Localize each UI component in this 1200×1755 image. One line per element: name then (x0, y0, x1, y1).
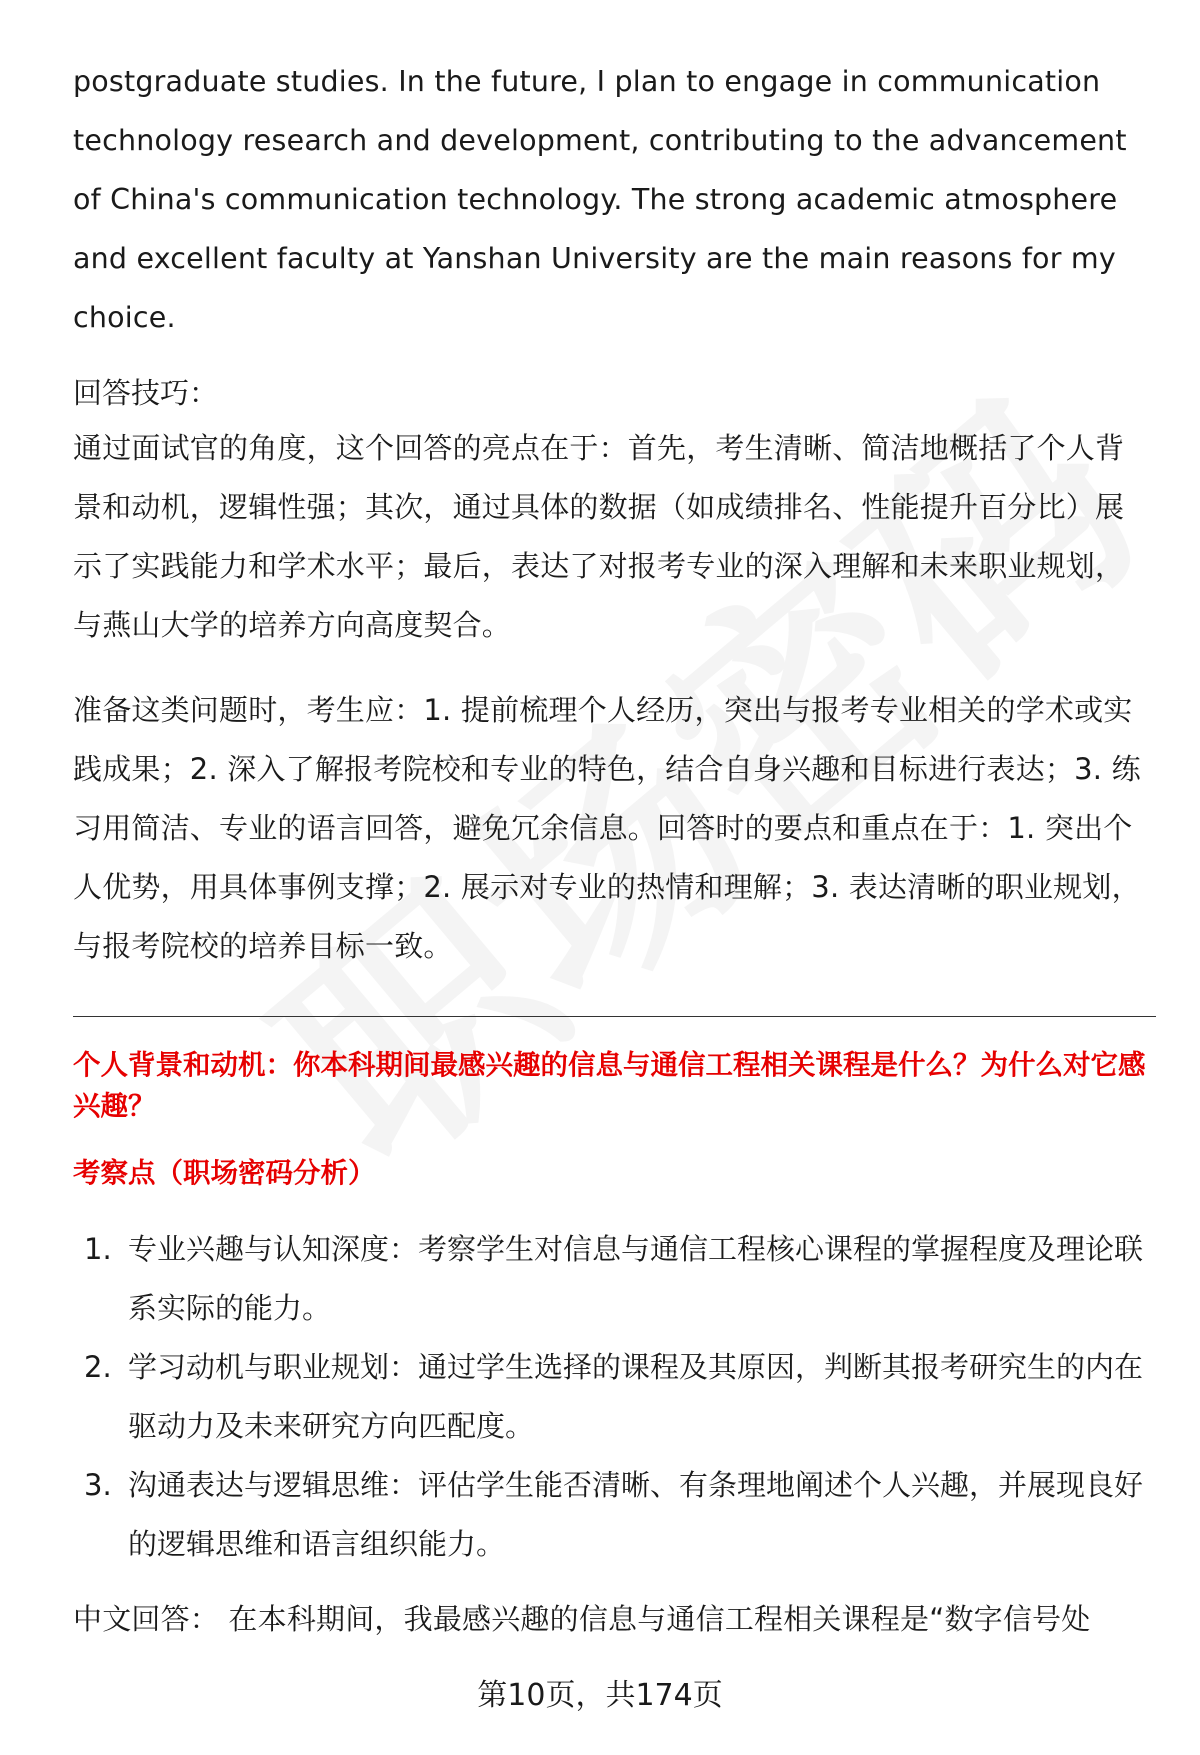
list-item-number: 1. (84, 1232, 112, 1266)
question-heading: 个人背景和动机：你本科期间最感兴趣的信息与通信工程相关课程是什么？为什么对它感兴趣？ (73, 1049, 1146, 1122)
analysis-points-list (73, 1220, 1153, 1574)
preparation-paragraph: 准备这类问题时，考生应：1. 提前梳理个人经历，突出与报考专业相关的学术或实践成果；2. 深入了解报考院校和专业的特色，结合自身兴趣和目标进行表达；3. 练习用简洁、专业的语言回答，避免冗余信息。回答时的要点和重点在于：1. 突出个人优势，用具体事例支撑；2. 展示对专业的热情和理解；3. 表达清晰的职业规划，与报考院校的培养目标一致。 (73, 693, 1141, 963)
list-item-number: 2. (84, 1350, 112, 1384)
list-item (73, 1220, 1153, 1338)
list-item-number: 3. (84, 1468, 112, 1502)
list-item (73, 1456, 1153, 1574)
chinese-answer-line: 中文回答： 在本科期间，我最感兴趣的信息与通信工程相关课程是“数字信号处 (73, 1602, 1091, 1636)
tips-paragraph: 通过面试官的角度，这个回答的亮点在于：首先，考生清晰、简洁地概括了个人背景和动机，逻辑性强；其次，通过具体的数据（如成绩排名、性能提升百分比）展示了实践能力和学术水平；最后，表达了对报考专业的深入理解和未来职业规划，与燕山大学的培养方向高度契合。 (73, 431, 1125, 642)
page-footer: 第10页，共174页 (477, 1678, 723, 1713)
list-item (73, 1338, 1153, 1456)
list-item-text: 沟通表达与逻辑思维：评估学生能否清晰、有条理地阐述个人兴趣，并展现良好的逻辑思维和语言组织能力。 (128, 1468, 1144, 1561)
intro-english-paragraph: postgraduate studies. In the future, I plan to engage in communication technology research and development, contributing to the advancement of China's communication technology. The strong academic atmosphere and excellent faculty at Yanshan University are the main reasons for my choice. (73, 65, 1127, 334)
list-item-text: 专业兴趣与认知深度：考察学生对信息与通信工程核心课程的掌握程度及理论联系实际的能力。 (128, 1232, 1144, 1325)
document-body (73, 52, 1153, 1649)
analysis-heading: 考察点（职场密码分析） (73, 1157, 376, 1189)
tips-label: 回答技巧： (73, 376, 219, 410)
list-item-text: 学习动机与职业规划：通过学生选择的课程及其原因，判断其报考研究生的内在驱动力及未来研究方向匹配度。 (128, 1350, 1144, 1443)
